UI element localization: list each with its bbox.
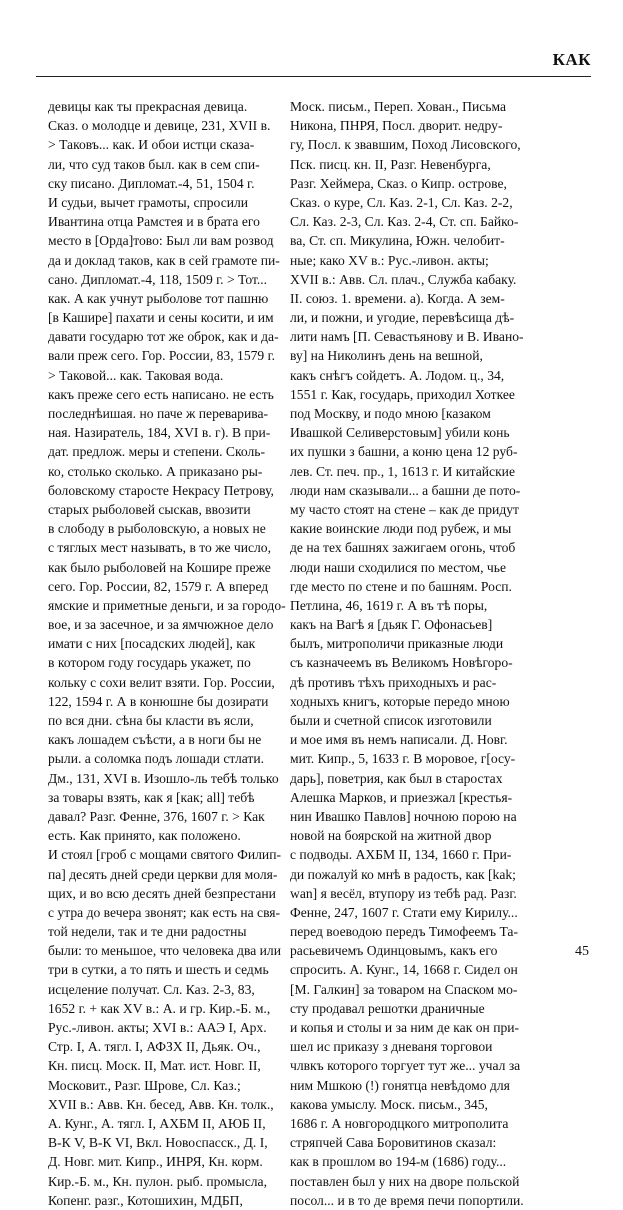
text-line: ная. Назиратель, 184, XVI в. г). В при-: [48, 425, 271, 441]
text-line: гу, Посл. к звавшим, Поход Лисовского,: [290, 137, 521, 153]
text-line: место в [Орда]тово: Был ли вам розвод: [48, 233, 274, 249]
header-rule: [36, 76, 591, 77]
text-line: три в сутки, а то пять и шесть и седмь: [48, 962, 269, 978]
text-line: люди наши сходилися по местом, чье: [290, 559, 507, 575]
text-line: Дм., 131, XVI в. Изошло-ль тебѣ только: [48, 770, 279, 786]
text-line: были: то меньшое, что человека два или: [48, 943, 281, 959]
text-line: имати с них [посадских людей], как: [48, 636, 256, 652]
page-number: 45: [575, 944, 589, 959]
text-line: были и счетной список изготовили: [290, 713, 492, 728]
text-line: И стоял [гроб с мощами святого Филип-: [48, 847, 281, 863]
text-line: как в прошлом во 194-м (1686) году...: [290, 1154, 507, 1170]
text-line: с тяглых мест называть, в то же число,: [48, 540, 272, 556]
text-line: их пушки з башни, а коню цена 12 руб-: [290, 444, 518, 460]
text-line: Рус.-ливон. акты; XVI в.: ААЭ I, Арх.: [48, 1020, 267, 1035]
text-line: [в Кашире] пахати и сены косити, и им: [48, 310, 274, 326]
text-line: как было рыболовей на Кошире преже: [48, 559, 271, 575]
text-line: в слободу в рыболовскую, а новых не: [48, 521, 266, 537]
text-line: нин Ивашко Павлов] ночною порою на: [290, 808, 517, 824]
text-line: XVII в.: Авв. Кн. бесед, Авв. Кн. толк.,: [48, 1096, 274, 1112]
text-line: ные; како XV в.: Рус.-ливон. акты;: [290, 252, 489, 268]
text-line: съ казначеемъ въ Великомъ Новѣгоро-: [290, 655, 513, 671]
text-line: [М. Галкин] за товаром на Спаском мо-: [290, 981, 518, 997]
text-line: и мое имя въ немъ написали. Д. Новг.: [290, 732, 508, 748]
text-line: какова умыслу. Моск. письм., 345,: [290, 1096, 488, 1112]
text-line: поставлен был у них на дворе польской: [290, 1173, 520, 1189]
text-line: 1551 г. Как, государь, приходил Хоткее: [290, 386, 515, 402]
text-line: есть. Как принято, как положено.: [48, 828, 241, 844]
text-line: Никона, ПНРЯ, Посл. дворит. недру-: [290, 118, 503, 134]
text-line: старых рыболовей сыскав, ввозити: [48, 501, 251, 517]
text-line: сту продавал решотки драничные: [290, 1000, 485, 1016]
text-line: где место по стене и по башням. Росп.: [290, 578, 512, 594]
text-line: II. союз. 1. времени. а). Когда. А зем-: [290, 290, 505, 306]
text-line: за товары взять, как я [как; all] тебѣ: [48, 789, 255, 805]
text-line: вали преж сего. Гор. России, 83, 1579 г.: [48, 348, 276, 364]
text-line: щих, и во всю десять дней безпрестани: [48, 885, 276, 901]
text-line: ли, что суд таков был. как в сем спи-: [48, 156, 260, 172]
text-line: И судьи, вычет грамоты, спросили: [48, 194, 249, 210]
text-line: давал? Разг. Фенне, 376, 1607 г. > Как: [48, 808, 265, 824]
text-line: Моск. письм., Переп. Хован., Письма: [290, 99, 507, 114]
text-line: члвкъ которого торгует тут же... учал за: [290, 1058, 521, 1074]
text-line: под Москву, и подо мною [казаком: [290, 406, 491, 421]
text-line: сано. Дипломат.-4, 118, 1509 г. > Тот...: [48, 271, 268, 287]
running-header-word: КАК: [552, 50, 591, 69]
text-line: XVII в.: Авв. Сл. плач., Служба кабаку.: [290, 271, 517, 287]
text-line: Петлина, 46, 1619 г. А въ тѣ поры,: [290, 597, 488, 613]
text-line: спросить. А. Кунг., 14, 1668 г. Сидел он: [290, 962, 518, 978]
text-line: мит. Кипр., 5, 1633 г. В моровое, г[осу-: [290, 751, 516, 767]
right-column: [290, 97, 548, 1210]
text-line: А. Кунг., А. тягл. I, АХБМ II, АЮБ II,: [48, 1115, 266, 1131]
text-line: с подводы. АХБМ II, 134, 1660 г. При-: [290, 847, 512, 863]
text-line: дат. предлож. меры и степени. Сколь-: [48, 444, 265, 460]
text-line: му часто стоят на стене – как де придут: [290, 501, 519, 517]
text-line: расьевичемъ Одинцовымъ, какъ его: [290, 943, 498, 959]
text-line: ву] на Николинъ день на вешной,: [290, 348, 483, 364]
text-line: Кир.-Б. м., Кн. пулон. рыб. промысла,: [48, 1173, 267, 1189]
text-line: Московит., Разг. Шрове, Сл. Каз.;: [48, 1077, 241, 1093]
text-line: новой на боярской на житной двор: [290, 828, 492, 844]
text-line: Фенне, 247, 1607 г. Стати ему Кирилу...: [290, 904, 518, 920]
text-line: Сказ. о куре, Сл. Каз. 2-1, Сл. Каз. 2-2,: [290, 194, 513, 210]
text-line: Алешка Марков, и приезжал [крестья-: [290, 789, 513, 805]
text-line: кольку с сохи велит взяти. Гор. России,: [48, 674, 275, 690]
text-line: Сказ. о молодце и девице, 231, XVII в.: [48, 118, 271, 134]
text-line: > Таковъ... как. И обои истци сказа-: [48, 137, 255, 153]
text-line: девицы как ты прекрасная девица.: [48, 99, 248, 114]
text-line: ли, и пожни, и угодие, перевѣсища дѣ-: [290, 310, 515, 326]
text-line: ко, столько сколько. А приказано ры-: [48, 463, 263, 479]
text-line: дарь], поветрия, как был в старостах: [290, 770, 503, 786]
text-line: в котором году государь укажет, по: [48, 655, 251, 671]
left-column: [48, 97, 306, 1210]
text-line: де на тех башнях зажигаем огонь, чтоб: [290, 540, 516, 556]
text-line: Стр. I, А. тягл. I, АФЗХ II, Дьяк. Оч.,: [48, 1039, 261, 1055]
text-line: па] десять дней среди церкви для моля-: [48, 866, 278, 882]
text-line: какъ лошадем съѣсти, а в ноги бы не: [48, 732, 262, 748]
text-line: Кн. писц. Моск. II, Мат. ист. Новг. II,: [48, 1058, 261, 1074]
text-line: вое, и за засечное, и за ямчюжное дело: [48, 617, 274, 633]
text-line: Ивашкой Селиверстовым] убили конь: [290, 425, 510, 441]
text-line: ску писано. Дипломат.-4, 51, 1504 г.: [48, 175, 255, 191]
text-line: перед воеводою передъ Тимофеемъ Та-: [290, 924, 518, 940]
text-line: дѣ противъ тѣхъ приходныхъ и рас-: [290, 674, 497, 690]
text-line: какие воинские люди под рубеж, и мы: [290, 521, 512, 537]
text-line: ним Мшкою (!) гонятца невѣдомо для: [290, 1077, 510, 1093]
text-line: Разг. Хеймера, Сказ. о Кипр. острове,: [290, 175, 507, 191]
text-line: лев. Ст. печ. пр., 1, 1613 г. И китайские: [290, 463, 515, 479]
text-line: Ивантина отца Рамстея и в брата его: [48, 214, 260, 230]
text-line: ямские и приметные деньги, и за городо-: [48, 597, 286, 613]
text-line: посол... и в то де время печи попортили.: [290, 1192, 524, 1208]
text-line: лити намъ [П. Севастьянову и В. Ивано-: [290, 329, 524, 345]
text-line: ходныхъ книгъ, которые передо мною: [290, 693, 510, 709]
text-line: 1652 г. + как XV в.: А. и гр. Кир.-Б. м.,: [48, 1000, 271, 1016]
text-line: давати государю тот же оброк, как и да-: [48, 329, 279, 345]
text-line: какъ преже сего есть написано. не есть: [48, 386, 274, 402]
text-line: 1686 г. А новгородцкого митрополита: [290, 1115, 509, 1131]
text-line: стряпчей Сава Боровитинов сказал:: [290, 1135, 497, 1151]
text-line: какъ снѣгъ сойдетъ. А. Лодом. ц., 34,: [290, 367, 505, 383]
text-line: ди пожалуй ко мнѣ в радость, как [kak;: [290, 866, 516, 882]
text-line: Д. Новг. мит. Кипр., ИНРЯ, Кн. корм.: [48, 1154, 263, 1170]
text-line: ва, Ст. сп. Микулина, Южн. челобит-: [290, 233, 505, 249]
text-line: 122, 1594 г. А в конюшне бы дозирати: [48, 693, 269, 709]
text-line: с утра до вечера звонят; как есть на свя-: [48, 904, 281, 920]
text-line: исцеление получат. Сл. Каз. 2-3, 83,: [48, 981, 255, 997]
text-line: и копья и столы и за ним де как он при-: [290, 1020, 520, 1035]
text-line: той недели, так и те дни радостны: [48, 924, 247, 940]
text-line: Пск. писц. кн. II, Разг. Невенбурга,: [290, 156, 491, 172]
text-line: шел ис приказу з дневаня торговои: [290, 1039, 493, 1055]
text-line: какъ на Вагѣ я [дьяк Г. Офонасьев]: [290, 617, 493, 633]
text-line: > Таковой... как. Таковая вода.: [48, 367, 224, 383]
text-line: люди нам сказывали... а башни де пото-: [290, 482, 521, 498]
text-line: да и доклад таков, как в сей грамоте пи-: [48, 252, 280, 268]
text-line: В-К V, В-К VI, Вкл. Новоспасск., Д. I,: [48, 1135, 268, 1151]
text-line: сего. Гор. России, 82, 1579 г. А вперед: [48, 578, 269, 594]
text-line: Сл. Каз. 2-3, Сл. Каз. 2-4, Ст. сп. Байко-: [290, 214, 519, 230]
text-line: былъ, митрополичи приказные люди: [290, 636, 504, 652]
text-line: wan] я весёл, втупору из тебѣ рад. Разг.: [290, 885, 517, 901]
text-line: боловскому старосте Некрасу Петрову,: [48, 482, 274, 498]
text-line: по вся дни. сѣна бы класти въ ясли,: [48, 713, 254, 728]
text-line: последнѣишая. но паче ж переварива-: [48, 406, 269, 421]
text-line: как. А как учнут рыболове тот пашню: [48, 290, 269, 306]
text-line: Копенг. разг., Котошихин, МДБП,: [48, 1192, 243, 1208]
text-line: рыли. а соломка подъ лошади стлати.: [48, 751, 265, 767]
